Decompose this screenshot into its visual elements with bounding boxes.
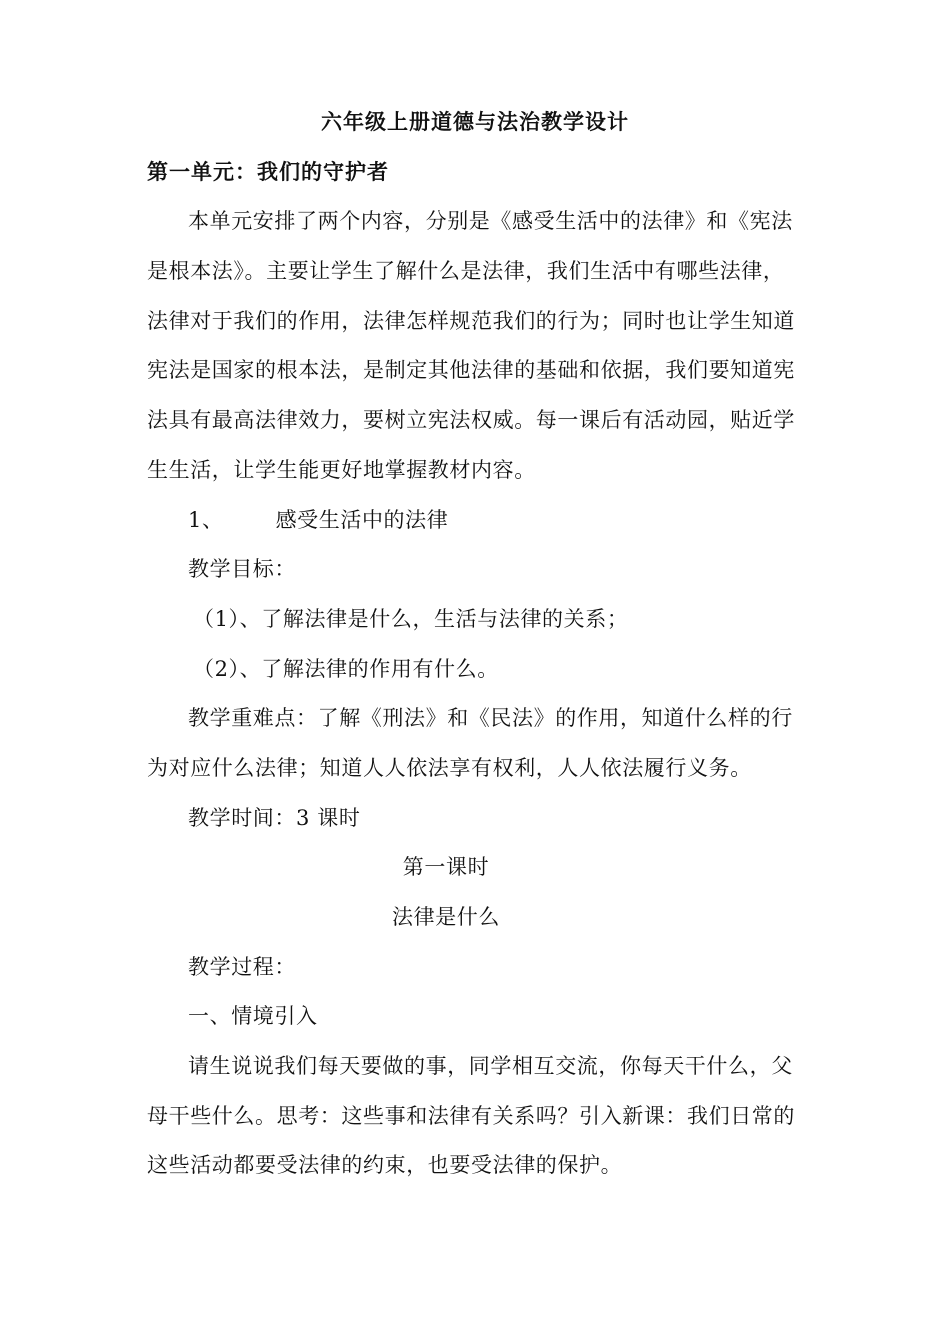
- intro-paragraph-line: 本单元安排了两个内容，分别是《感受生活中的法律》和《宪法: [188, 209, 793, 233]
- process-label: 教学过程：: [188, 955, 296, 979]
- key-points-line: 教学重难点：了解《刑法》和《民法》的作用，知道什么样的行: [188, 706, 793, 730]
- intro-paragraph-line: 法具有最高法律效力，要树立宪法权威。每一课后有活动园，贴近学: [147, 408, 795, 432]
- lesson-name: 感受生活中的法律: [275, 508, 449, 532]
- unit-heading: 第一单元：我们的守护者: [147, 159, 389, 184]
- period-subtitle: 法律是什么: [392, 905, 500, 929]
- lesson-heading: [188, 505, 448, 535]
- intro-paragraph-line: 是根本法》。主要让学生了解什么是法律，我们生活中有哪些法律，: [147, 259, 785, 283]
- intro-paragraph-line: 法律对于我们的作用，法律怎样规范我们的行为；同时也让学生知道: [147, 309, 795, 333]
- intro-paragraph-line: 宪法是国家的根本法，是制定其他法律的基础和依据，我们要知道宪: [147, 358, 795, 382]
- section-paragraph-line: 请生说说我们每天要做的事，同学相互交流，你每天干什么，父: [188, 1054, 793, 1078]
- objective-item: （1）、了解法律是什么，生活与法律的关系；: [193, 607, 629, 631]
- lesson-number: 1、: [188, 508, 224, 532]
- section-paragraph-line: 这些活动都要受法律的约束，也要受法律的保护。: [147, 1153, 623, 1177]
- section-heading: 一、情境引入: [188, 1004, 318, 1028]
- section-paragraph-line: 母干些什么。思考：这些事和法律有关系吗？引入新课：我们日常的: [147, 1104, 795, 1128]
- teaching-time: 教学时间：3 课时: [188, 806, 361, 830]
- key-points-line: 为对应什么法律；知道人人依法享有权利，人人依法履行义务。: [147, 756, 752, 780]
- intro-paragraph-line: 生生活，让学生能更好地掌握教材内容。: [147, 458, 536, 482]
- objectives-label: 教学目标：: [188, 557, 296, 581]
- document-title: 六年级上册道德与法治教学设计: [321, 109, 629, 134]
- objective-item: （2）、了解法律的作用有什么。: [193, 657, 499, 681]
- period-title: 第一课时: [402, 855, 490, 879]
